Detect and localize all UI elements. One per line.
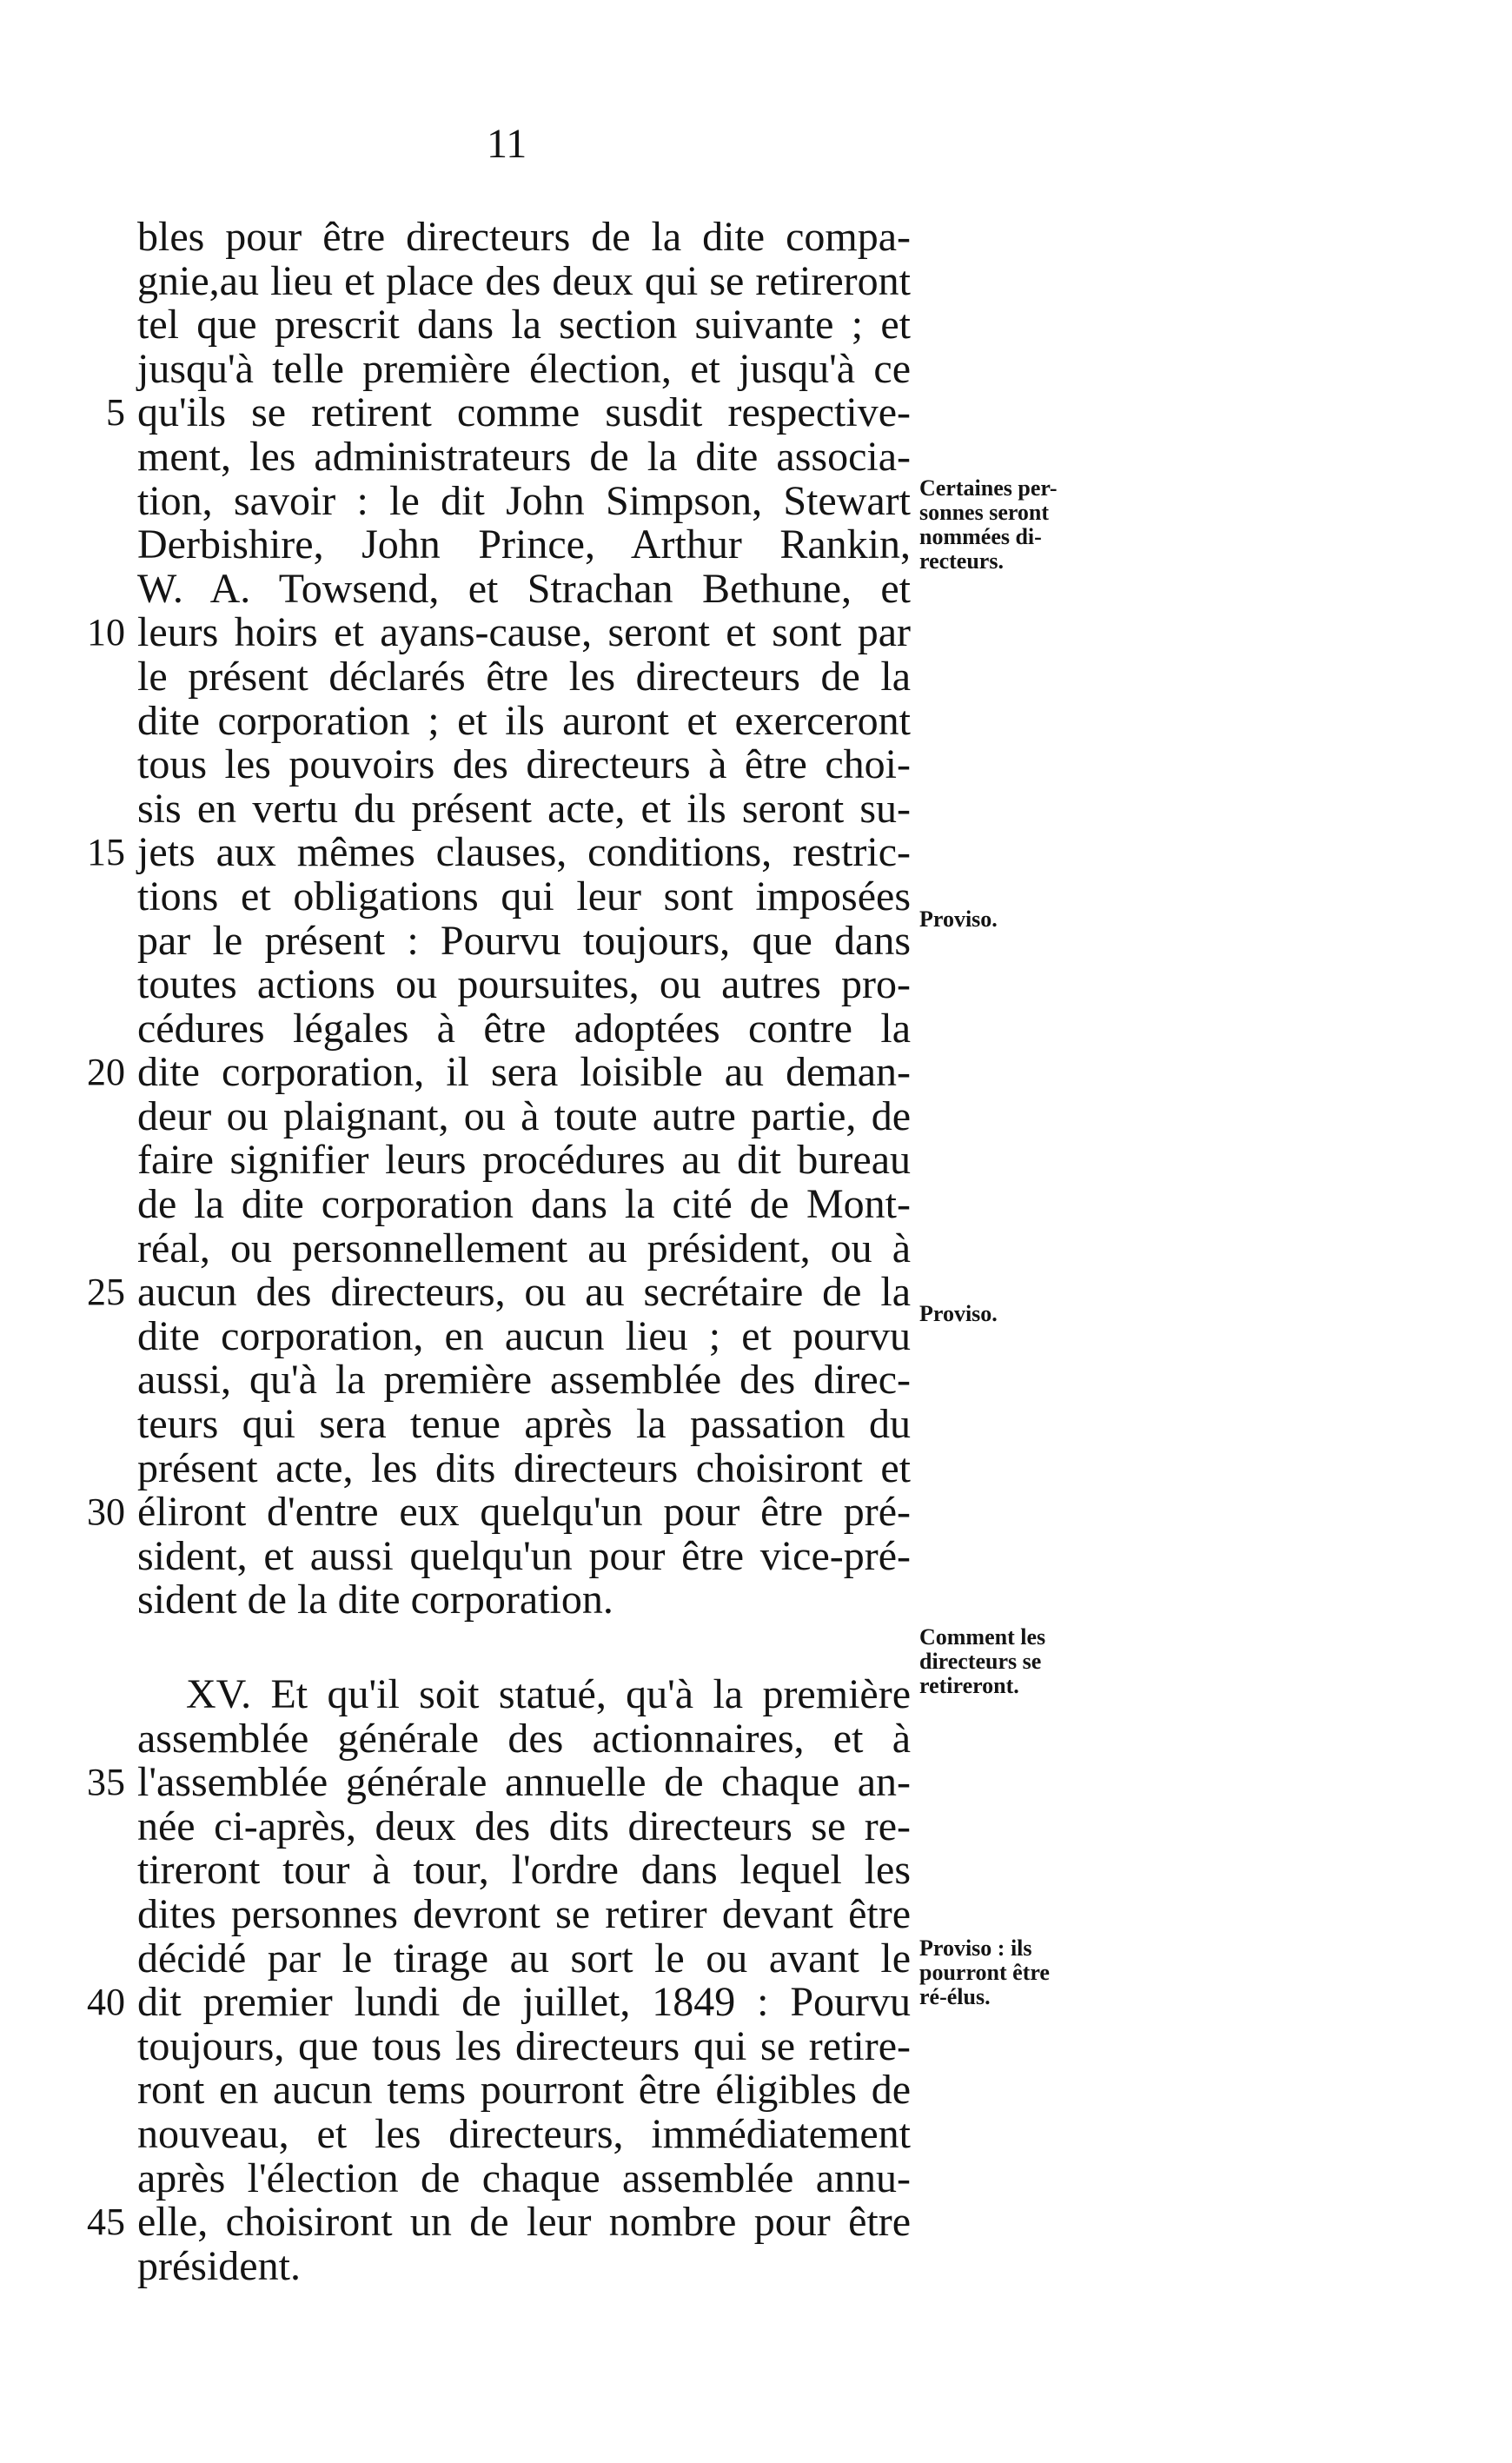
line-number: 20 <box>87 1051 125 1094</box>
text-line <box>137 1227 911 1271</box>
margin-note <box>919 476 1119 574</box>
margin-note-line: ré-élus. <box>919 1984 991 2009</box>
margin-note-line: pourront être <box>919 1960 1050 1985</box>
line-text: bles pour être directeurs de la dite compa- <box>137 214 911 260</box>
line-text: cédures légales à être adoptées contre la <box>137 1005 911 1052</box>
text-line <box>137 1673 911 1717</box>
text-line <box>137 1849 911 1893</box>
line-number: 40 <box>87 1981 125 2024</box>
line-text: tel que prescrit dans la section suivante ; et <box>137 302 911 349</box>
line-text: présent acte, les dits directeurs choisiront et <box>137 1444 911 1491</box>
line-text: sident de la dite corporation. <box>137 1577 613 1623</box>
text-line <box>137 1937 911 1982</box>
text-line <box>87 1269 911 1316</box>
line-text: elle, choisiront un de leur nombre pour être <box>137 2199 911 2246</box>
line-text: teurs qui sera tenue après la passation du <box>137 1401 911 1448</box>
line-text: nouveau, et les directeurs, immédiatement <box>137 2110 911 2157</box>
line-text: dite corporation, en aucun lieu ; et pourvu <box>137 1312 911 1359</box>
line-text: assemblée générale des actionnaires, et à <box>137 1715 911 1762</box>
text-line <box>137 345 911 392</box>
text-line <box>137 1578 911 1623</box>
margin-note-line: Proviso. <box>919 1301 998 1326</box>
text-line <box>87 2199 911 2246</box>
margin-note <box>919 907 1119 932</box>
text-line <box>87 1049 911 1096</box>
text-line <box>137 435 911 480</box>
line-text: gnie,au lieu et place des deux qui se retireront <box>137 257 911 304</box>
text-line <box>137 1183 911 1227</box>
line-number: 10 <box>87 611 125 654</box>
text-line <box>106 389 911 436</box>
line-text: l'assemblée générale annuelle de chaque an- <box>137 1759 911 1806</box>
line-text: le présent déclarés être les directeurs de la <box>137 653 911 700</box>
line-text: après l'élection de chaque assemblée annu- <box>137 2154 911 2201</box>
text-line <box>137 787 911 832</box>
line-text: leurs hoirs et ayans-cause, seront et sont par <box>137 609 911 656</box>
line-text: décidé par le tirage au sort le ou avant le <box>137 1935 911 1982</box>
line-text: réal, ou personnellement au président, ou à <box>137 1225 911 1271</box>
paragraph <box>87 1671 911 2289</box>
line-number: 15 <box>87 831 125 874</box>
text-line <box>137 523 911 568</box>
line-text: tions et obligations qui leur sont imposées <box>137 873 911 919</box>
text-line <box>137 963 911 1007</box>
text-line <box>137 1007 911 1052</box>
line-text: sis en vertu du présent acte, et ils seront su- <box>137 785 911 832</box>
text-line <box>137 1358 911 1403</box>
line-text: ment, les administrateurs de la dite associa- <box>137 433 911 480</box>
line-text: toutes actions ou poursuites, ou autres pro- <box>137 961 911 1008</box>
margin-note-line: nommées di- <box>919 524 1042 549</box>
text-line <box>87 1979 911 2026</box>
line-text: tireront tour à tour, l'ordre dans lequel les <box>137 1847 911 1894</box>
line-text: dite corporation ; et ils auront et exerceront <box>137 697 911 744</box>
text-line <box>137 257 911 304</box>
line-number: 5 <box>106 391 125 435</box>
line-text: W. A. Towsend, et Strachan Bethune, et <box>137 565 911 612</box>
text-line <box>137 697 911 744</box>
margin-note-line: directeurs se <box>919 1649 1042 1674</box>
line-text: qu'ils se retirent comme susdit respective- <box>137 389 911 436</box>
line-text: de la dite corporation dans la cité de Mont- <box>137 1181 911 1228</box>
line-number: 35 <box>87 1761 125 1804</box>
text-line <box>87 829 911 876</box>
line-text: deur ou plaignant, ou à toute autre partie, de <box>137 1092 911 1139</box>
text-line <box>137 2022 911 2069</box>
line-text: toujours, que tous les directeurs qui se retire- <box>137 2022 911 2069</box>
body-text <box>87 214 911 2289</box>
line-text: président. <box>137 2242 301 2289</box>
line-text: ront en aucun tems pourront être éligibles de <box>137 2067 911 2114</box>
line-text: tion, savoir : le dit John Simpson, Stewart <box>137 477 911 524</box>
margin-note-line: recteurs. <box>919 548 1004 574</box>
text-line <box>137 1717 911 1762</box>
line-text: XV. Et qu'il soit statué, qu'à la première <box>186 1671 911 1717</box>
line-text: dites personnes devront se retirer devant être <box>137 1890 911 1937</box>
text-line <box>137 565 911 612</box>
text-line <box>137 875 911 919</box>
text-line <box>137 1802 911 1849</box>
line-text: aussi, qu'à la première assemblée des direc- <box>137 1357 911 1404</box>
margin-note-line: Proviso : ils <box>919 1935 1032 1961</box>
text-line <box>137 1444 911 1491</box>
line-text: dite corporation, il sera loisible au deman- <box>137 1049 911 1096</box>
margin-note-line: sonnes seront <box>919 500 1050 525</box>
line-text: dit premier lundi de juillet, 1849 : Pourvu <box>137 1979 911 2026</box>
line-text: éliront d'entre eux quelqu'un pour être pré- <box>137 1489 911 1536</box>
text-line <box>137 2154 911 2201</box>
line-text: jusqu'à telle première élection, et jusqu'à ce <box>137 345 911 392</box>
margin-note-line: Comment les <box>919 1624 1046 1650</box>
page-number: 11 <box>487 121 527 167</box>
text-line <box>137 2242 911 2289</box>
margin-note-line: Proviso. <box>919 906 998 932</box>
line-text: jets aux mêmes clauses, conditions, restric- <box>137 829 911 876</box>
line-text: sident, et aussi quelqu'un pour être vice-pré- <box>137 1532 911 1579</box>
line-number: 25 <box>87 1271 125 1314</box>
line-text: Derbishire, John Prince, Arthur Rankin, <box>137 521 911 568</box>
text-line <box>137 1403 911 1447</box>
margin-note-line: retireront. <box>919 1673 1019 1698</box>
line-number: 30 <box>87 1490 125 1534</box>
line-number: 45 <box>87 2201 125 2244</box>
text-line <box>87 1759 911 1806</box>
text-line <box>137 1092 911 1139</box>
text-line <box>137 1139 911 1183</box>
text-line <box>137 743 911 787</box>
text-line <box>137 1890 911 1937</box>
margin-note <box>919 1936 1119 2009</box>
line-text: tous les pouvoirs des directeurs à être choi- <box>137 741 911 788</box>
line-text: par le présent : Pourvu toujours, que dans <box>137 917 911 964</box>
text-line <box>87 609 911 656</box>
line-text: née ci-après, deux des dits directeurs se re- <box>137 1802 911 1849</box>
text-line <box>137 216 911 260</box>
text-line <box>87 1489 911 1536</box>
line-text: aucun des directeurs, ou au secrétaire de la <box>137 1269 911 1316</box>
text-line <box>137 477 911 524</box>
text-line <box>137 2110 911 2157</box>
text-line <box>137 303 911 348</box>
text-line <box>137 655 911 700</box>
margin-note-line: Certaines per- <box>919 475 1058 501</box>
margin-note <box>919 1625 1119 1698</box>
text-line <box>137 919 911 964</box>
text-line <box>137 1532 911 1579</box>
text-line <box>137 2068 911 2113</box>
text-line <box>137 1312 911 1359</box>
margin-note <box>919 1302 1119 1326</box>
line-text: faire signifier leurs procédures au dit bureau <box>137 1137 911 1184</box>
paragraph <box>87 214 911 1623</box>
